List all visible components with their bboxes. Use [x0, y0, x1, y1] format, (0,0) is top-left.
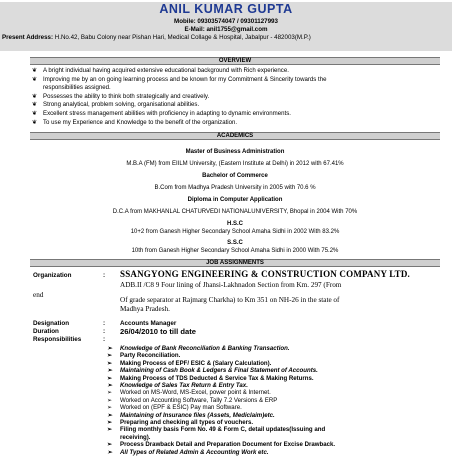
- dca-detail: D.C.A from MAKHANLAL CHATURVEDI NATIONALUNIVERSITY, Bhopal in 2004 With 70%: [112, 209, 358, 215]
- arrow-bullet-icon: ➢: [107, 404, 113, 412]
- ssc-detail: 10th from Ganesh Higher Secondary School Amaha Sidhi in 2000 With 75.2%: [131, 248, 339, 254]
- arrow-bullet-icon: ➢: [107, 352, 113, 360]
- responsibility-item: ➢ Making Process of EPF/ ESIC & (Salary Calculation).: [107, 359, 272, 367]
- designation-label: Designation: [33, 320, 70, 327]
- responsibilities-list: [105, 345, 445, 456]
- overview-item: ❦ To use my Experience and Knowledge to the benefit of the organization.: [32, 118, 238, 126]
- fleuron-bullet-icon: ❦: [32, 68, 38, 74]
- dca-title: Diploma in Computer Application: [187, 197, 283, 203]
- job-assignments-heading: JOB ASSIGNMENTS: [30, 259, 440, 267]
- arrow-bullet-icon: ➢: [107, 382, 113, 390]
- arrow-bullet-icon: ➢: [107, 389, 113, 397]
- company-name: SSANGYONG ENGINEERING & CONSTRUCTION COMPANY LTD.: [120, 269, 410, 279]
- resume-header: [0, 2, 452, 51]
- responsibility-item: ➢ Filing monthly basis Form No. 49 & Form C, detail updates(Issuing and: [107, 426, 326, 434]
- address-text: H.No.42, Babu Colony near Pishan Hari, Medical Collage & Hospital, Jabalpur - 482003(M.P.): [54, 34, 311, 41]
- project-line-3: Madhya Pradesh.: [120, 305, 170, 313]
- responsibility-item: ➢ Worked on (EPF & ESIC) Pay man Software.: [107, 404, 242, 412]
- mba-detail: M.B.A (FM) from EIILM University, (Eastern Institute at Delhi) in 2012 with 67.41%: [126, 161, 344, 167]
- responsibility-item: ➢ Party Reconciliation.: [107, 352, 181, 360]
- candidate-name: ANIL KUMAR GUPTA: [159, 2, 293, 16]
- fleuron-bullet-icon: ❦: [32, 76, 38, 83]
- project-line-end: end: [33, 291, 44, 299]
- responsibility-item: ➢ Maintaining of Insurance files (Assets, Mediclaim)etc.: [107, 411, 275, 419]
- present-address: [0, 34, 452, 41]
- responsibility-item: ➢ Knowledge of Bank Reconciliation & Banking Transaction.: [107, 345, 290, 352]
- overview-item: ❦ A bright individual having acquired extensive educational background with Rich experience.: [32, 67, 289, 74]
- hsc-title: H.S.C: [226, 221, 243, 227]
- responsibility-item: ➢ All Types of Related Admin & Accounting Work etc.: [107, 448, 269, 456]
- academics-heading: ACADEMICS: [30, 132, 440, 140]
- overview-item: ❦ Excellent stress management abilities with proficiency in adapting to dynamic environments.: [32, 109, 291, 117]
- responsibility-item: ➢ Preparing and checking all types of vouchers.: [107, 419, 254, 427]
- address-label: Present Address:: [2, 34, 54, 41]
- fleuron-bullet-icon: ❦: [32, 93, 38, 100]
- responsibility-item: ➢ Making Process of TDS Deducted & Service Tax & Making Returns.: [107, 374, 314, 382]
- bcom-detail: B.Com from Madhya Pradesh University in 2005 with 70.6 %: [154, 185, 316, 191]
- responsibility-item-continued: receiving).: [120, 433, 151, 441]
- responsibility-item: ➢ Process Drawback Detail and Preparation Document for Excise Drawback.: [107, 441, 336, 449]
- responsibility-item: ➢ Worked on Accounting Software, Tally 7.2 Versions & ERP: [107, 396, 278, 404]
- arrow-bullet-icon: ➢: [107, 419, 113, 427]
- organization-label: Organization: [33, 272, 72, 279]
- arrow-bullet-icon: ➢: [107, 345, 113, 352]
- overview-list: [30, 67, 442, 127]
- fleuron-bullet-icon: ❦: [32, 102, 38, 109]
- arrow-bullet-icon: ➢: [107, 441, 113, 449]
- ssc-title: S.S.C: [227, 240, 243, 246]
- mobile-numbers: Mobile: 09303574047 / 09301127993: [174, 18, 278, 25]
- arrow-bullet-icon: ➢: [107, 396, 113, 404]
- overview-item: ❦ Strong analytical, problem solving, organisational abilities.: [32, 101, 200, 109]
- arrow-bullet-icon: ➢: [107, 411, 113, 419]
- fleuron-bullet-icon: ❦: [32, 110, 38, 117]
- overview-item: ❦ Improving me by an on going learning process and be known for my Commitment & Sincerity towards the: [32, 75, 327, 83]
- project-line-2: Of grade separator at Rajmarg Charkha) to Km 351 on NH-26 in the state of: [120, 296, 340, 304]
- responsibility-item: ➢ Worked on MS-Word, MS-Excel, power point & Internet.: [107, 389, 271, 397]
- mba-title: Master of Business Administration: [185, 149, 285, 155]
- overview-heading: OVERVIEW: [30, 57, 440, 65]
- duration-label: Duration: [33, 328, 59, 335]
- designation-colon: :: [103, 320, 106, 327]
- responsibilities-colon: :: [103, 336, 106, 343]
- organization-colon: :: [103, 272, 106, 279]
- arrow-bullet-icon: ➢: [107, 374, 113, 382]
- email-address: E-Mail: anil1755@gmail.com: [184, 26, 268, 33]
- arrow-bullet-icon: ➢: [107, 367, 113, 375]
- overview-item: ❦ Possesses the ability to think both strategically and creatively.: [32, 92, 210, 100]
- responsibilities-label: Responsibilities: [33, 336, 82, 343]
- project-line-1: ADB.II /C8 9 Four lining of Jhansi-Lakhnadon Section from Km. 297 (From: [120, 281, 342, 289]
- bcom-title: Bachelor of Commerce: [202, 173, 268, 179]
- overview-item-continued: responsibilities assigned.: [43, 84, 111, 92]
- duration-colon: :: [103, 328, 106, 335]
- arrow-bullet-icon: ➢: [107, 426, 113, 434]
- duration-value: 26/04/2010 to till date: [120, 327, 196, 336]
- designation-value: Accounts Manager: [120, 320, 177, 327]
- hsc-detail: 10+2 from Ganesh Higher Secondary School Amaha Sidhi in 2002 With 83.2%: [130, 229, 340, 235]
- responsibility-item: ➢ Maintaining of Cash Book & Ledgers & Final Statement of Accounts.: [107, 367, 318, 375]
- arrow-bullet-icon: ➢: [107, 448, 113, 456]
- fleuron-bullet-icon: ❦: [32, 119, 38, 126]
- arrow-bullet-icon: ➢: [107, 359, 113, 367]
- responsibility-item: ➢ Knowledge of Sales Tax Return & Entry Tax.: [107, 382, 248, 390]
